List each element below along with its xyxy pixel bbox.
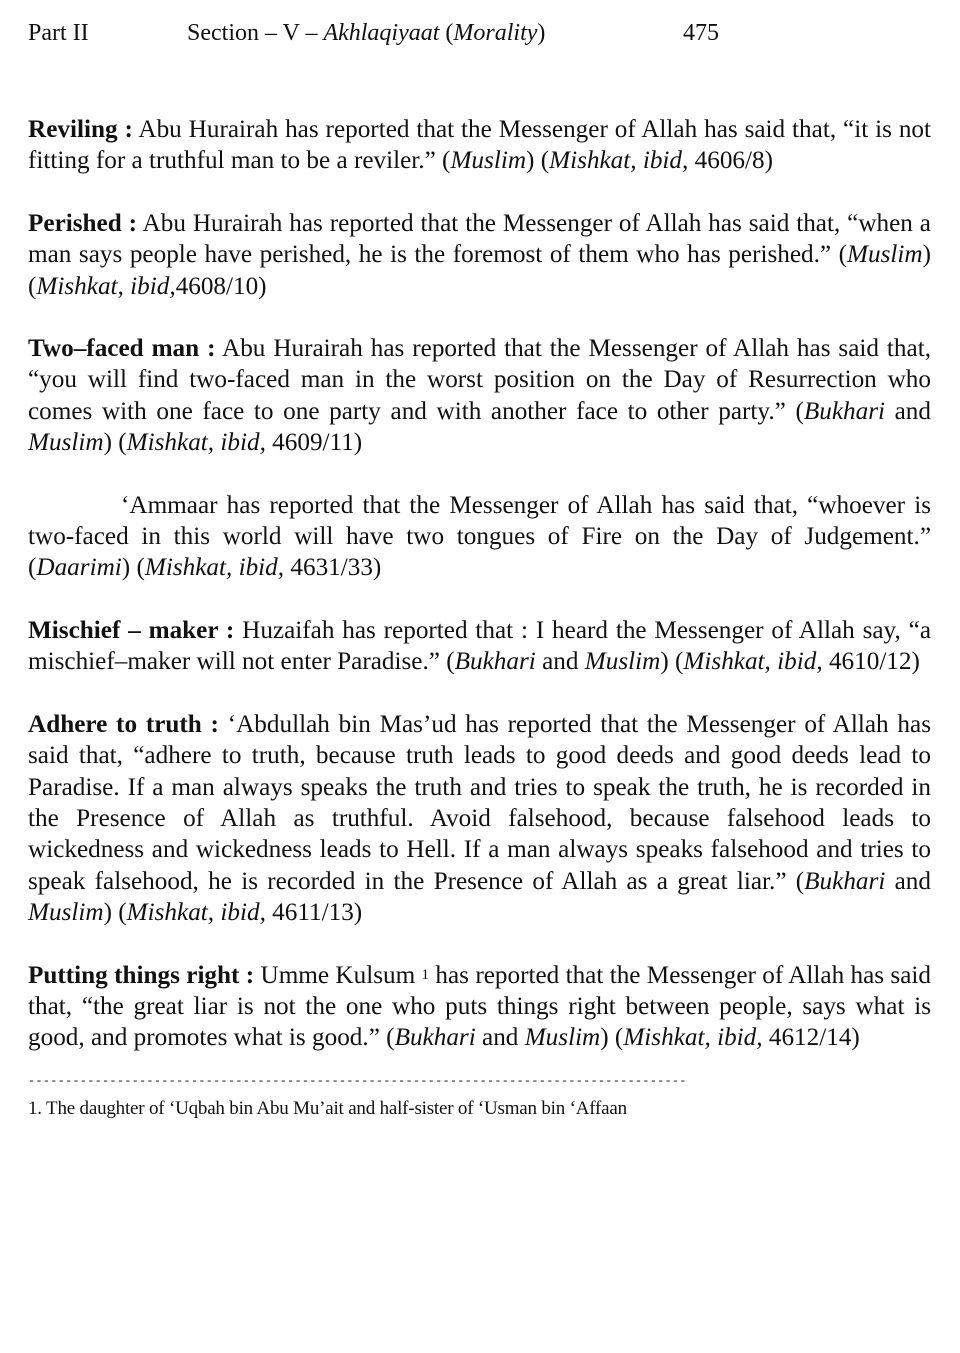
entry-text: Abu Hurairah has reported that the Messenger of Allah has said that, “when a man says people have perished, he is the foremost of them who has perished.” ( (28, 209, 931, 269)
entry-reviling (28, 114, 931, 177)
entry-text: 4610/12) (822, 648, 920, 676)
source-ref: Bukhari (804, 867, 886, 895)
footnote: 1. The daughter of ‘Uqbah bin Abu Mu’ait and half-sister of ‘Usman bin ‘Affaan (28, 1097, 627, 1119)
source-ref: Daarimi (36, 554, 122, 582)
source-ref: Bukhari (803, 397, 885, 425)
entry-text: ) ( (600, 1024, 624, 1052)
entry-heading: Mischief – maker : (28, 616, 235, 644)
entry-heading: Reviling : (28, 116, 133, 143)
entry-text: ) ( (103, 899, 127, 927)
entry-two-faced-man (28, 333, 931, 459)
entry-perished (28, 208, 931, 302)
entry-text: has reported that the Messenger of Allah has said that, “the great liar is not the one who puts things right between people, says what is good, and promotes what is good.” ( (28, 961, 932, 1052)
header-section-prefix: Section – V – (187, 20, 324, 46)
source-ref: Muslim (450, 147, 527, 175)
footnote-marker: 1 (421, 966, 430, 983)
entry-text: ) ( (526, 147, 550, 175)
entry-text: 4606/8) (688, 147, 773, 175)
entry-text: 4612/14) (762, 1024, 860, 1052)
source-ref: Bukhari (454, 648, 536, 676)
entry-text: and (885, 397, 931, 425)
entry-heading: Putting things right : (28, 961, 255, 989)
entry-text: ) ( (28, 241, 931, 300)
entry-text: 4608/10) (175, 272, 267, 300)
entry-text: ) ( (103, 429, 127, 457)
source-ref: Mishkat, ibid, (36, 272, 176, 300)
page-number: 475 (683, 20, 719, 46)
source-ref: Mishkat, ibid, (126, 899, 266, 927)
entry-text: and (535, 648, 585, 676)
source-ref: Mishkat, ibid, (549, 147, 689, 175)
source-ref: Mishkat, ibid, (126, 429, 266, 457)
source-ref: Muslim (584, 648, 661, 676)
source-ref: Muslim (28, 899, 104, 927)
source-ref: Muslim (847, 241, 923, 269)
entry-putting-things-right (28, 960, 931, 1054)
header-section-title: Akhlaqiyaat (323, 20, 440, 46)
entry-heading: Adhere to truth : (28, 710, 219, 738)
entry-adhere-to-truth (28, 709, 931, 929)
footnote-divider: ----------------------------------------------------------------------------------------- (28, 1073, 687, 1088)
body-text (28, 114, 931, 1121)
entry-text: ‘Ammaar has reported that the Messenger of Allah has said that, “whoever is two-faced in this world will have two tongues of Fire on the Day of Judgement.” ( (28, 491, 931, 582)
source-ref: Muslim (524, 1024, 601, 1052)
entry-mischief-maker (28, 615, 931, 678)
source-ref: Bukhari (394, 1024, 476, 1052)
header-section-subtitle: Morality (453, 20, 538, 46)
header-part: Part II (28, 20, 89, 46)
entry-text: Huzaifah has reported that : I heard the Messenger of Allah say, “a mischief–maker will not enter Paradise.” ( (28, 616, 932, 676)
entry-heading: Perished : (28, 209, 138, 237)
entry-text: and (475, 1024, 525, 1052)
entry-text: ) ( (660, 648, 684, 676)
entry-ammaar (28, 490, 931, 584)
entry-text: ‘Abdullah bin Mas’ud has reported that the Messenger of Allah has said that, “adhere to truth, because truth leads to good deeds and good deeds lead to Paradise. If a man always speaks the truth and tries to speak the truth, he is recorded in the Presence of Allah as truthful. Avoid falsehood, because falsehood leads to wickedness and wickedness leads to Hell. If a man always speaks falsehood and tries to speak falsehood, he is recorded in the Presence of Allah as a great liar.” ( (28, 710, 931, 895)
header-section-open: ( (439, 20, 454, 46)
source-ref: Mishkat, ibid, (683, 648, 823, 676)
entry-text: Abu Hurairah has reported that the Messenger of Allah has said that, “it is not fitting for a truthful man to be a reviler.” ( (28, 116, 931, 175)
entry-text: 4611/13) (265, 899, 363, 927)
entry-text: ) ( (121, 554, 145, 582)
entry-text: Abu Hurairah has reported that the Messenger of Allah has said that, “you will find two-faced man in the worst position on the Day of Resurrection who comes with one face to one party and with another face to other party.” ( (28, 335, 931, 425)
running-header (0, 20, 960, 56)
source-ref: Muslim (28, 429, 104, 457)
source-ref: Mishkat, ibid, (144, 554, 285, 582)
source-ref: Mishkat, ibid, (623, 1024, 763, 1052)
entry-heading: Two–faced man : (28, 335, 216, 363)
entry-text: 4609/11) (265, 429, 363, 457)
entry-text: and (885, 867, 931, 895)
header-section-close: ) (537, 20, 546, 46)
header-section (187, 20, 545, 47)
entry-text: Umme Kulsum (254, 961, 422, 989)
entry-text: 4631/33) (284, 554, 382, 582)
